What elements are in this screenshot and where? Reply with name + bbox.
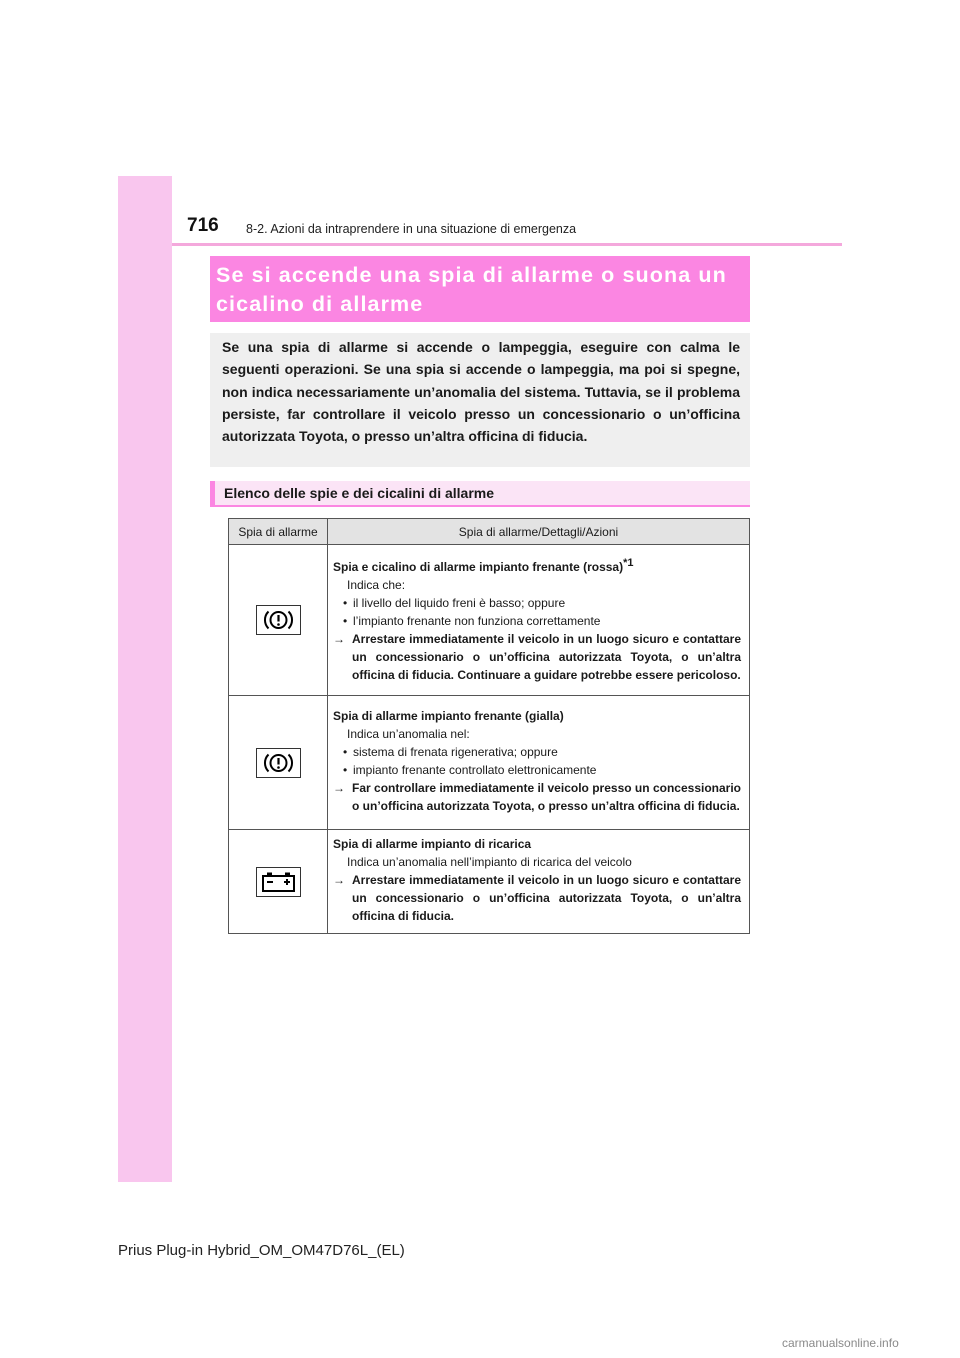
list-item: • il livello del liquido freni è basso; oppure [333, 594, 741, 612]
icon-cell [229, 696, 328, 830]
section-reference: 8-2. Azioni da intraprendere in una situazione di emergenza [246, 222, 577, 236]
brake-warning-icon [256, 748, 301, 778]
arrow-icon: → [333, 631, 345, 646]
warning-lights-table [228, 518, 750, 934]
details-cell [328, 830, 750, 934]
list-item: • l’impianto frenante non funziona correttamente [333, 612, 741, 630]
table-row [229, 696, 750, 830]
side-tab-bar [118, 176, 172, 1182]
table-row [229, 545, 750, 696]
row-title: Spia di allarme impianto frenante (gialla) [333, 709, 564, 723]
list-item: • sistema di frenata rigenerativa; oppure [333, 743, 741, 761]
section-title-line-2: cicalino di allarme [216, 292, 424, 316]
row-action: → Arrestare immediatamente il veicolo in un luogo sicuro e contattare un concessionario o un’officina autorizzata Toyota, o un’altra officina di fiducia. [333, 873, 741, 923]
battery-icon [256, 867, 301, 897]
details-cell [328, 696, 750, 830]
brake-warning-icon [256, 605, 301, 635]
column-header-details: Spia di allarme/Dettagli/Azioni [328, 519, 750, 545]
section-title-line-1: Se si accende una spia di allarme o suona un [216, 263, 727, 287]
row-title: Spia di allarme impianto di ricarica [333, 837, 532, 851]
footer-model: Prius Plug-in Hybrid_OM_OM47D76L_(EL) [118, 1242, 405, 1259]
icon-cell [229, 545, 328, 696]
row-action: → Far controllare immediatamente il veicolo presso un concessionario o un’officina autorizzata Toyota, o presso un’altra officina di fiducia. [333, 781, 741, 813]
intro-box [210, 333, 750, 467]
intro-text: Se una spia di allarme si accende o lampeggia, eseguire con calma le seguenti operazioni. Se una spia si accende o lampeggia, ma poi si spegne, non indica necessariamente un’anomalia del sistema. Tuttavia, se il problema persiste, far controllare il veicolo presso un concessionario o un’officina autorizzata Toyota, o presso un’altra officina di fiducia. [222, 339, 740, 445]
list-item: • impianto frenante controllato elettronicamente [333, 761, 741, 779]
header-divider [172, 243, 842, 246]
subheading-text: Elenco delle spie e dei cicalini di allarme [224, 485, 495, 501]
details-cell [328, 545, 750, 696]
column-header-icon: Spia di allarme [229, 519, 328, 545]
row-indicates: Indica un’anomalia nell’impianto di ricarica del veicolo [347, 855, 632, 869]
row-indicates: Indica un’anomalia nel: [347, 727, 470, 741]
footnote-marker: *1 [623, 556, 634, 569]
row-action: → Arrestare immediatamente il veicolo in un luogo sicuro e contattare un concessionario o un’officina autorizzata Toyota, o un’altra officina di fiducia. Continuare a guidare potrebbe essere pericoloso. [333, 631, 741, 682]
page-number: 716 [187, 215, 219, 236]
watermark: carmanualsonline.info [782, 1336, 899, 1350]
row-indicates: Indica che: [347, 577, 406, 592]
icon-cell [229, 830, 328, 934]
arrow-icon: → [333, 873, 345, 887]
row-title: Spia e cicalino di allarme impianto frenante (rossa)$^{*1}$ [333, 556, 634, 574]
table-row [229, 830, 750, 934]
section-title [210, 256, 750, 322]
table-header-row [229, 519, 750, 545]
subheading [210, 481, 750, 507]
arrow-icon: → [333, 781, 345, 795]
